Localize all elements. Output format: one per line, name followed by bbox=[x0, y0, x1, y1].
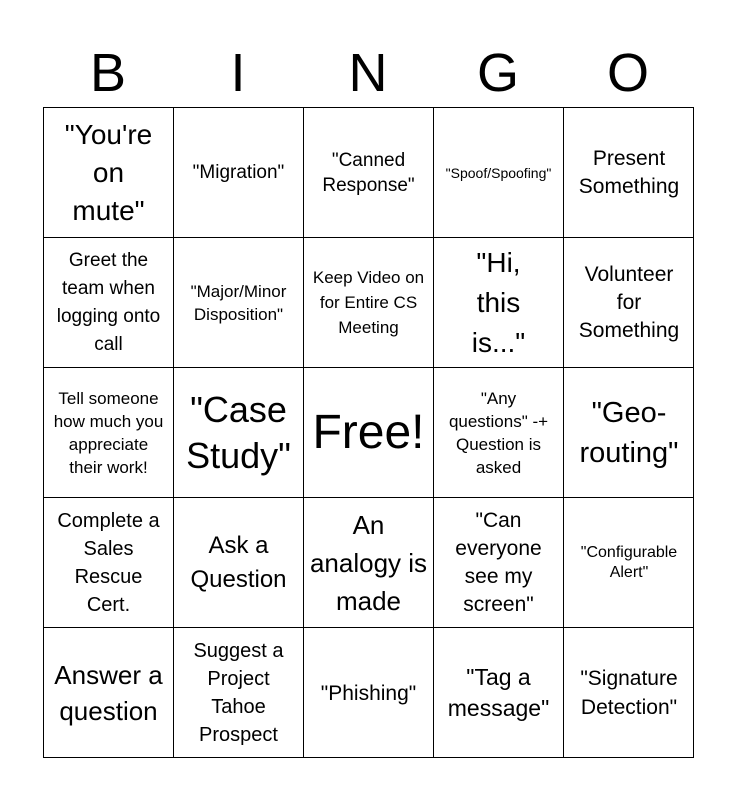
bingo-cell-i4[interactable] bbox=[174, 498, 304, 628]
cell-text: Complete a Sales Rescue Cert. bbox=[57, 509, 160, 616]
bingo-cell-b2[interactable] bbox=[44, 238, 174, 368]
bingo-cell-o3[interactable] bbox=[564, 368, 694, 498]
bingo-cell-g4[interactable] bbox=[434, 498, 564, 628]
cell-text: "Phishing" bbox=[320, 681, 417, 705]
bingo-cell-o2[interactable] bbox=[564, 238, 694, 368]
cell-text: Ask a Question bbox=[190, 531, 287, 593]
cell-text: "Hi, this is..." bbox=[471, 246, 526, 358]
cell-text: "Major/Minor Disposition" bbox=[190, 281, 287, 324]
cell-text: Present Something bbox=[578, 146, 680, 198]
header-letter-i: I bbox=[230, 43, 246, 103]
cell-text: "Can everyone see my screen" bbox=[455, 508, 542, 616]
bingo-cell-o5[interactable] bbox=[564, 628, 694, 758]
bingo-cell-b4[interactable] bbox=[44, 498, 174, 628]
cell-text: An analogy is made bbox=[309, 509, 428, 616]
cell-text: "Tag a message" bbox=[447, 664, 550, 721]
header-letter-b: B bbox=[89, 43, 127, 103]
bingo-cell-g2[interactable] bbox=[434, 238, 564, 368]
header-letter-g: G bbox=[476, 43, 519, 103]
cell-text: "Canned Response" bbox=[322, 149, 415, 196]
cell-text: Keep Video on for Entire CS Meeting bbox=[312, 268, 425, 337]
cell-text: "Any questions" -+ Question is asked bbox=[448, 388, 549, 477]
cell-text: "Spoof/Spoofing" bbox=[445, 164, 552, 181]
bingo-cell-n3-free[interactable] bbox=[304, 368, 434, 498]
cell-text: Greet the team when logging onto call bbox=[56, 249, 161, 355]
header-letter-n: N bbox=[348, 43, 388, 103]
cell-text: "Geo-routing" bbox=[579, 396, 679, 469]
cell-text: Answer a question bbox=[54, 660, 163, 726]
bingo-cell-i1[interactable] bbox=[174, 108, 304, 238]
bingo-cell-o4[interactable] bbox=[564, 498, 694, 628]
cell-text: "Signature Detection" bbox=[580, 667, 678, 719]
cell-text: "Configurable Alert" bbox=[580, 543, 678, 581]
bingo-cell-b1[interactable] bbox=[44, 108, 174, 238]
cell-text: Volunteer for Something bbox=[578, 262, 680, 342]
bingo-cell-g3[interactable] bbox=[434, 368, 564, 498]
bingo-board bbox=[43, 107, 694, 758]
bingo-cell-g5[interactable] bbox=[434, 628, 564, 758]
bingo-cell-n1[interactable] bbox=[304, 108, 434, 238]
cell-text: "You're on mute" bbox=[64, 118, 153, 226]
cell-text: Tell someone how much you appreciate their work! bbox=[53, 388, 164, 477]
bingo-cell-n5[interactable] bbox=[304, 628, 434, 758]
bingo-header bbox=[43, 40, 693, 106]
bingo-cell-b5[interactable] bbox=[44, 628, 174, 758]
cell-text: Suggest a Project Tahoe Prospect bbox=[193, 640, 284, 746]
bingo-cell-b3[interactable] bbox=[44, 368, 174, 498]
cell-text: "Case Study" bbox=[186, 388, 291, 476]
bingo-cell-g1[interactable] bbox=[434, 108, 564, 238]
bingo-cell-i3[interactable] bbox=[174, 368, 304, 498]
cell-text: Free! bbox=[312, 405, 425, 459]
header-letter-o: O bbox=[606, 43, 649, 103]
bingo-cell-i2[interactable] bbox=[174, 238, 304, 368]
bingo-cell-o1[interactable] bbox=[564, 108, 694, 238]
bingo-cell-n2[interactable] bbox=[304, 238, 434, 368]
bingo-cell-i5[interactable] bbox=[174, 628, 304, 758]
bingo-cell-n4[interactable] bbox=[304, 498, 434, 628]
cell-text: "Migration" bbox=[192, 162, 285, 183]
